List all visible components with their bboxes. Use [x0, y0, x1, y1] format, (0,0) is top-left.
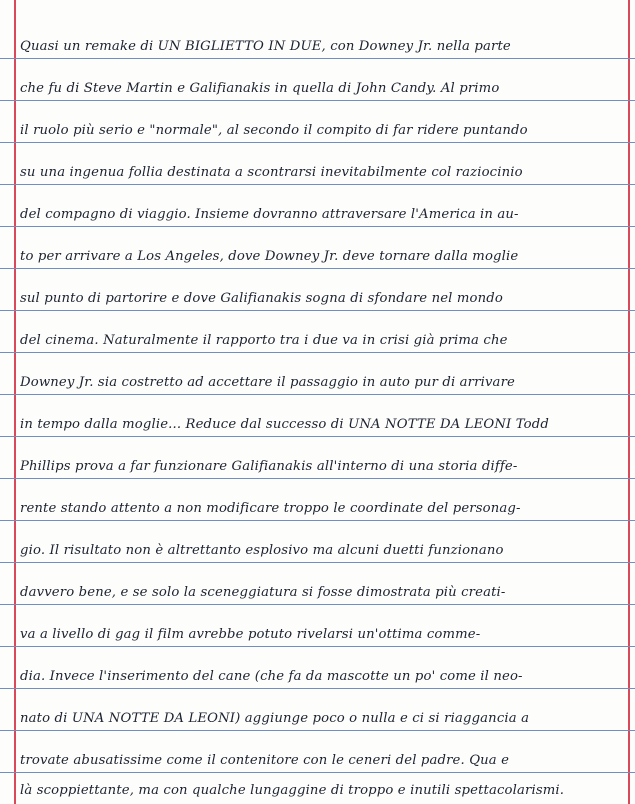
ruled-line	[0, 268, 635, 269]
ruled-line	[0, 394, 635, 395]
ruled-line	[0, 604, 635, 605]
ruled-line	[0, 100, 635, 101]
text-line: là scoppiettante, ma con qualche lungaggine di troppo e inutili spettacolarismi.	[20, 783, 565, 798]
text-line: rente stando attento a non modificare troppo le coordinate del personag-	[20, 501, 521, 516]
ruled-line	[0, 436, 635, 437]
ruled-line	[0, 310, 635, 311]
ruled-line	[0, 352, 635, 353]
text-line: Downey Jr. sia costretto ad accettare il passaggio in auto pur di arrivare	[20, 375, 515, 390]
text-line: che fu di Steve Martin e Galifianakis in quella di John Candy. Al primo	[20, 81, 500, 96]
text-line: nato di UNA NOTTE DA LEONI) aggiunge poco o nulla e ci si riaggancia a	[20, 711, 530, 726]
ruled-line	[0, 142, 635, 143]
text-line: dia. Invece l'inserimento del cane (che fa da mascotte un po' come il neo-	[20, 669, 523, 684]
text-line: davvero bene, e se solo la sceneggiatura si fosse dimostrata più creati-	[20, 585, 506, 600]
text-line: gio. Il risultato non è altrettanto esplosivo ma alcuni duetti funzionano	[20, 543, 504, 558]
text-line: il ruolo più serio e "normale", al secondo il compito di far ridere puntando	[20, 123, 528, 138]
ruled-line	[0, 562, 635, 563]
ruled-line	[0, 646, 635, 647]
text-line: sul punto di partorire e dove Galifianakis sogna di sfondare nel mondo	[20, 291, 503, 306]
ruled-line	[0, 772, 635, 773]
text-line: in tempo dalla moglie... Reduce dal successo di UNA NOTTE DA LEONI Todd	[20, 417, 549, 432]
text-line: to per arrivare a Los Angeles, dove Downey Jr. deve tornare dalla moglie	[20, 249, 519, 264]
left-margin-line	[14, 0, 16, 804]
text-line: trovate abusatissime come il contenitore con le ceneri del padre. Qua e	[20, 753, 510, 768]
text-line: del compagno di viaggio. Insieme dovranno attraversare l'America in au-	[20, 207, 519, 222]
ruled-line	[0, 184, 635, 185]
ruled-line	[0, 226, 635, 227]
text-line: Quasi un remake di UN BIGLIETTO IN DUE, con Downey Jr. nella parte	[20, 39, 511, 54]
text-line: Phillips prova a far funzionare Galifianakis all'interno di una storia diffe-	[20, 459, 518, 474]
right-margin-line	[628, 0, 630, 804]
ruled-line	[0, 478, 635, 479]
text-line: del cinema. Naturalmente il rapporto tra i due va in crisi già prima che	[20, 333, 508, 348]
text-line: su una ingenua follia destinata a scontrarsi inevitabilmente col raziocinio	[20, 165, 523, 180]
ruled-line	[0, 520, 635, 521]
text-line: va a livello di gag il film avrebbe potuto rivelarsi un'ottima comme-	[20, 627, 481, 642]
ruled-line	[0, 58, 635, 59]
ruled-line	[0, 730, 635, 731]
ruled-line	[0, 688, 635, 689]
